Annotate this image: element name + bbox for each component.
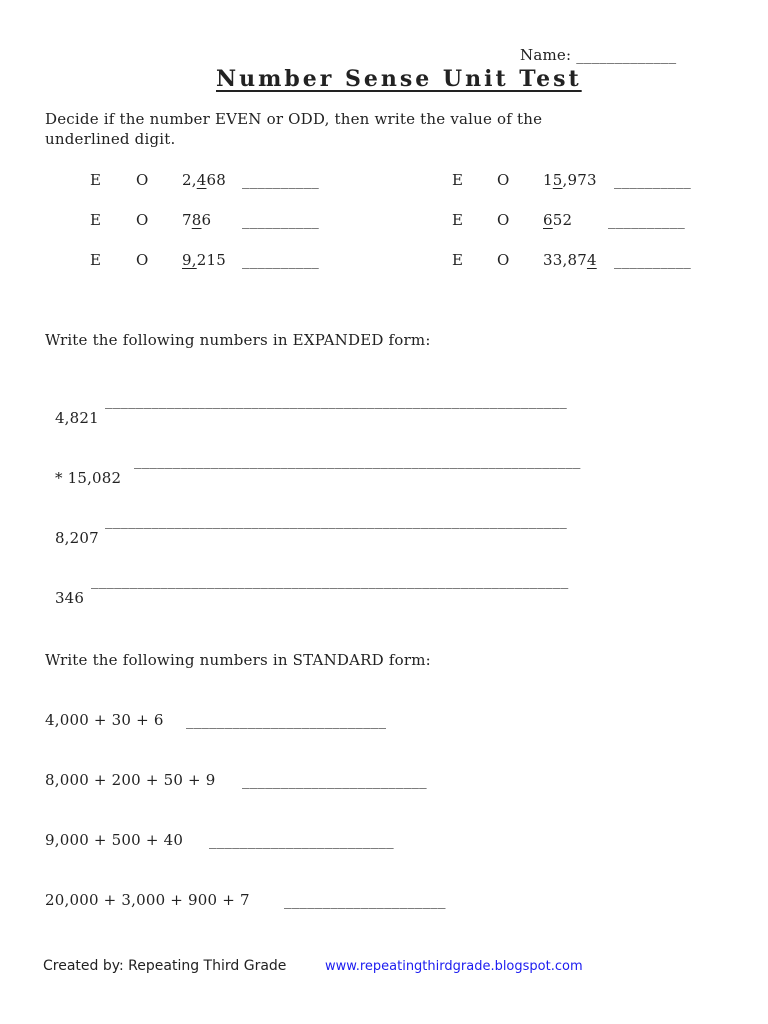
answer-blank[interactable]: __________ (242, 171, 319, 189)
name-field[interactable]: Name: _____________ (520, 46, 677, 64)
odd-option[interactable]: O (136, 251, 149, 269)
standard-form-expression: 8,000 + 200 + 50 + 9 (45, 771, 216, 789)
underlined-digit: 4 (586, 251, 597, 269)
expanded-answer-line[interactable]: ______________________________________________________________ (91, 571, 569, 589)
standard-answer-line[interactable]: ________________________ (242, 771, 427, 789)
even-odd-item (90, 251, 370, 271)
odd-option[interactable]: O (136, 211, 149, 229)
even-option[interactable]: E (452, 171, 464, 189)
answer-blank[interactable]: __________ (608, 211, 685, 229)
even-option[interactable]: E (90, 171, 102, 189)
expanded-answer-line[interactable]: ____________________________________________________________ (105, 511, 567, 529)
even-option[interactable]: E (90, 251, 102, 269)
underlined-digit: 6 (543, 211, 553, 229)
underlined-digit: 5 (552, 171, 563, 189)
standard-answer-line[interactable]: ________________________ (209, 831, 394, 849)
section1-instruction-line1: Decide if the number EVEN or ODD, then write the value of the (45, 110, 543, 128)
number: 652 (543, 211, 573, 229)
even-odd-item (90, 211, 370, 231)
answer-blank[interactable]: __________ (242, 211, 319, 229)
number: 33,874 (543, 251, 597, 269)
expanded-answer-line[interactable]: ____________________________________________________________ (105, 391, 567, 409)
standard-form-expression: 20,000 + 3,000 + 900 + 7 (45, 891, 250, 909)
odd-option[interactable]: O (497, 251, 510, 269)
number: 15,973 (543, 171, 597, 189)
underlined-digit: 9, (182, 251, 197, 269)
underlined-digit: 4 (196, 171, 207, 189)
even-option[interactable]: E (452, 211, 464, 229)
odd-option[interactable]: O (136, 171, 149, 189)
odd-option[interactable]: O (497, 211, 510, 229)
section1-instruction-line2: underlined digit. (45, 130, 176, 148)
even-odd-item (452, 211, 732, 231)
underlined-digit: 8 (191, 211, 202, 229)
expanded-number: 346 (54, 589, 85, 607)
expanded-form-item (45, 571, 84, 607)
number: 786 (182, 211, 212, 229)
even-odd-item (452, 251, 732, 271)
answer-blank[interactable]: __________ (242, 251, 319, 269)
standard-form-expression: 4,000 + 30 + 6 (45, 711, 164, 729)
number: 2,468 (182, 171, 226, 189)
expanded-answer-line[interactable]: __________________________________________________________ (134, 451, 581, 469)
even-option[interactable]: E (90, 211, 102, 229)
expanded-form-item (45, 451, 121, 487)
even-option[interactable]: E (452, 251, 464, 269)
section2-instruction: Write the following numbers in EXPANDED form: (45, 331, 431, 349)
standard-form-expression: 9,000 + 500 + 40 (45, 831, 184, 849)
answer-blank[interactable]: __________ (614, 171, 691, 189)
standard-answer-line[interactable]: _____________________ (284, 891, 446, 909)
even-odd-item (452, 171, 732, 191)
expanded-form-item (45, 511, 99, 547)
answer-blank[interactable]: __________ (614, 251, 691, 269)
expanded-number: 4,821 (54, 409, 99, 427)
expanded-number: * 15,082 (54, 469, 122, 487)
standard-answer-line[interactable]: __________________________ (186, 711, 387, 729)
footer-link[interactable]: www.repeatingthirdgrade.blogspot.com (325, 959, 583, 974)
number: 9,215 (182, 251, 226, 269)
odd-option[interactable]: O (497, 171, 510, 189)
footer-credit: Created by: Repeating Third Grade (43, 958, 287, 974)
expanded-number: 8,207 (54, 529, 99, 547)
page-title: Number Sense Unit Test (216, 66, 582, 92)
even-odd-item (90, 171, 370, 191)
expanded-form-item (45, 391, 99, 427)
section3-instruction: Write the following numbers in STANDARD form: (45, 651, 431, 669)
